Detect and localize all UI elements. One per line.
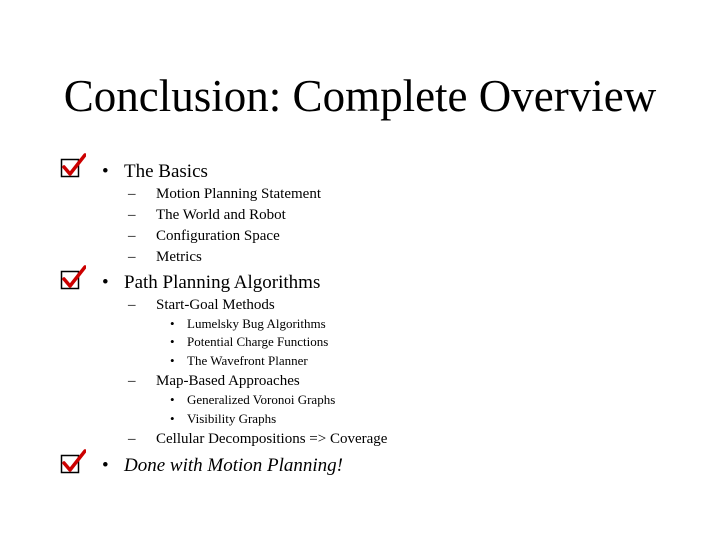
level2-dash: – bbox=[128, 373, 136, 389]
level1-bullet: • bbox=[102, 161, 109, 182]
section-heading-basics: The Basics bbox=[124, 161, 208, 182]
checked-box-icon bbox=[60, 265, 86, 291]
list-item: Start-Goal Methods bbox=[156, 297, 275, 313]
slide-title: Conclusion: Complete Overview bbox=[63, 71, 657, 121]
level3-bullet: • bbox=[170, 411, 175, 426]
list-item: Lumelsky Bug Algorithms bbox=[187, 316, 326, 331]
level2-dash: – bbox=[128, 297, 136, 313]
level2-dash: – bbox=[128, 431, 136, 447]
section-heading-done: Done with Motion Planning! bbox=[124, 455, 344, 476]
list-item: Map-Based Approaches bbox=[156, 373, 300, 389]
level3-bullet: • bbox=[170, 316, 175, 331]
section-heading-path-planning: Path Planning Algorithms bbox=[124, 272, 321, 293]
level1-bullet: • bbox=[102, 455, 109, 476]
list-item: Metrics bbox=[156, 249, 202, 265]
list-item: Cellular Decompositions => Coverage bbox=[156, 431, 388, 447]
level2-dash: – bbox=[128, 228, 136, 244]
level1-bullet: • bbox=[102, 272, 109, 293]
list-item: Potential Charge Functions bbox=[187, 334, 329, 349]
level2-dash: – bbox=[128, 186, 136, 202]
list-item: The World and Robot bbox=[156, 207, 286, 223]
list-item: The Wavefront Planner bbox=[187, 353, 308, 368]
level3-bullet: • bbox=[170, 392, 175, 407]
checked-box-icon bbox=[60, 153, 86, 179]
checked-box-icon bbox=[60, 449, 86, 475]
list-item: Generalized Voronoi Graphs bbox=[187, 392, 336, 407]
list-item: Motion Planning Statement bbox=[156, 186, 321, 202]
list-item: Visibility Graphs bbox=[187, 411, 277, 426]
list-item: Configuration Space bbox=[156, 228, 280, 244]
level3-bullet: • bbox=[170, 334, 175, 349]
level3-bullet: • bbox=[170, 353, 175, 368]
level2-dash: – bbox=[128, 249, 136, 265]
level2-dash: – bbox=[128, 207, 136, 223]
